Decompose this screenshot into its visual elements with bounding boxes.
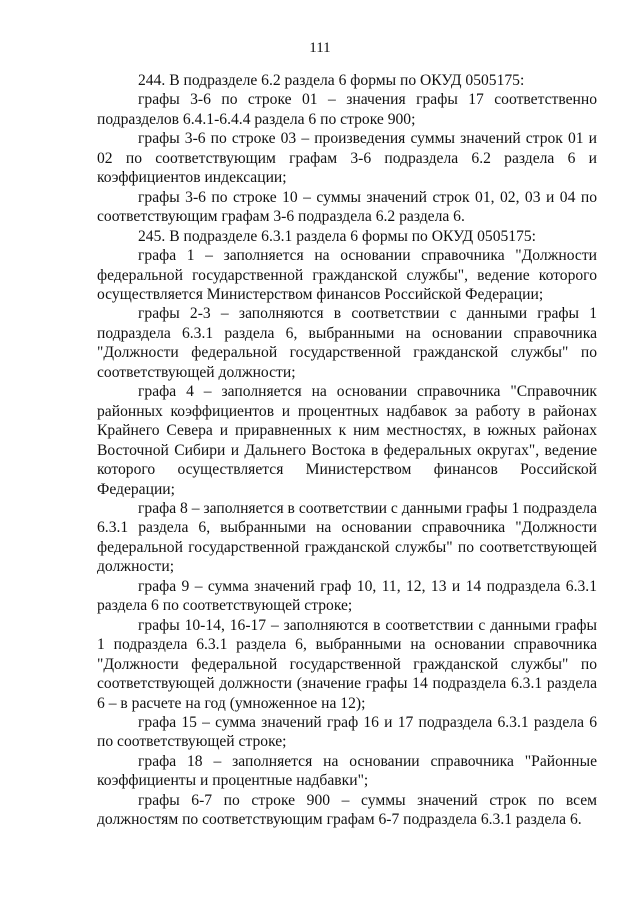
paragraph: графа 8 – заполняется в соответствии с данными графы 1 подраздела 6.3.1 раздела 6, выбранными на основании справочника "Должности федеральной государственной гражданской службы" по соответствующей должности; (97, 499, 597, 576)
paragraph: графы 2-3 – заполняются в соответствии с данными графы 1 подраздела 6.3.1 раздела 6, выбранными на основании справочника "Должности федеральной государственной гражданской службы" по соответствующей должности; (97, 305, 597, 381)
paragraph: графа 1 – заполняется на основании справочника "Должности федеральной государственной гражданской службы", ведение которого осуществляется Министерством финансов Российской Федерации; (97, 247, 597, 303)
paragraph: графы 3-6 по строке 03 – произведения суммы значений строк 01 и 02 по соответствующим графам 3-6 подраздела 6.2 раздела 6 и коэффициентов индексации; (97, 130, 597, 187)
paragraph: графы 6-7 по строке 900 – суммы значений строк по всем должностям по соответствующим графам 6-7 подраздела 6.3.1 раздела 6. (97, 791, 597, 829)
paragraph: графы 3-6 по строке 10 – суммы значений строк 01, 02, 03 и 04 по соответствующим графам 3-6 подраздела 6.2 раздела 6. (97, 188, 597, 226)
page-number: 111 (309, 40, 331, 56)
paragraph: графа 9 – сумма значений граф 10, 11, 12, 13 и 14 подраздела 6.3.1 раздела 6 по соответствующей строке; (97, 577, 597, 615)
paragraph: графа 15 – сумма значений граф 16 и 17 подраздела 6.3.1 раздела 6 по соответствующей строке; (97, 713, 597, 751)
paragraph: 245. В подразделе 6.3.1 раздела 6 формы по ОКУД 0505175: (138, 227, 537, 245)
paragraph: 244. В подразделе 6.2 раздела 6 формы по ОКУД 0505175: (138, 72, 525, 89)
paragraph: графы 10-14, 16-17 – заполняются в соответствии с данными графы 1 подраздела 6.3.1 раздела 6, выбранными на основании справочника "Должности федеральной государственной гражданской службы" по соответствующей должности (значение графы 14 подраздела 6.3.1 раздела 6 – в расчете на год (умноженное на 12); (97, 616, 597, 712)
paragraph: графа 18 – заполняется на основании справочника "Районные коэффициенты и процентные надбавки"; (97, 752, 597, 790)
document-body (97, 71, 597, 830)
paragraph: графа 4 – заполняется на основании справочника "Справочник районных коэффициентов и процентных надбавок за работу в районах Крайнего Севера и приравненных к ним местностях, в южных районах Восточной Сибири и Дальнего Востока в федеральных округах", ведение которого осуществляется Министерством финансов Российской Федерации; (97, 383, 597, 498)
paragraph: графы 3-6 по строке 01 – значения графы 17 соответственно подразделов 6.4.1-6.4.4 раздела 6 по строке 900; (97, 91, 597, 128)
